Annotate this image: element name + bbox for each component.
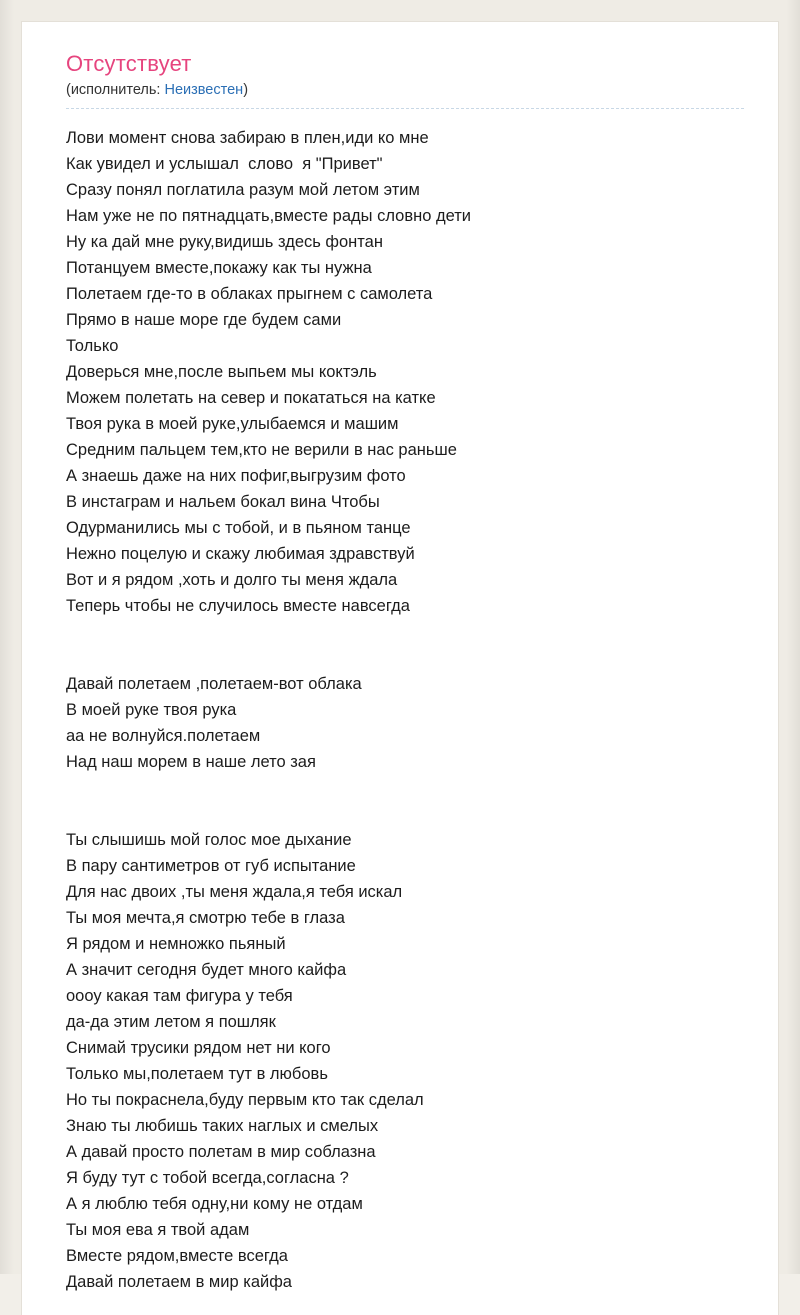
lyrics-line: Ну ка дай мне руку,видишь здесь фонтан	[66, 233, 383, 251]
lyrics-line: Доверься мне,после выпьем мы коктэль	[66, 363, 377, 381]
lyrics-line: Только мы,полетаем тут в любовь	[66, 1065, 328, 1083]
artist-byline	[66, 82, 744, 109]
lyrics-line: аа не волнуйся.полетаем	[66, 727, 261, 745]
lyrics-line: Сразу понял поглатила разум мой летом этим	[66, 181, 420, 199]
byline-suffix: )	[243, 82, 249, 98]
lyrics-sheet	[22, 22, 778, 1315]
lyrics-line: Лови момент снова забираю в плен,иди ко мне	[66, 129, 429, 147]
lyrics-line: Ты слышишь мой голос мое дыхание	[66, 831, 352, 849]
lyrics-line: Знаю ты любишь таких наглых и смелых	[66, 1117, 379, 1135]
lyrics-line: Теперь чтобы не случилось вместе навсегда	[66, 597, 410, 615]
lyrics-line: В пару сантиметров от губ испытание	[66, 857, 356, 875]
lyrics-line: Ты моя ева я твой адам	[66, 1221, 250, 1239]
lyrics-spacer	[66, 801, 744, 827]
lyrics-line: Твоя рука в моей руке,улыбаемся и машим	[66, 415, 399, 433]
lyrics-line: А давай просто полетам в мир соблазна	[66, 1143, 376, 1161]
lyrics-line: Вместе рядом,вместе всегда	[66, 1247, 288, 1265]
lyrics-line: Я буду тут с тобой всегда,согласна ?	[66, 1169, 349, 1187]
lyrics-line: да-да этим летом я пошляк	[66, 1013, 276, 1031]
lyrics-line: Прямо в наше море где будем сами	[66, 311, 342, 329]
lyrics-body	[66, 125, 744, 1295]
lyrics-line: Можем полетать на север и покататься на катке	[66, 389, 436, 407]
lyrics-line: Только	[66, 337, 119, 355]
lyrics-spacer	[66, 619, 744, 645]
byline-prefix: (исполнитель:	[66, 82, 165, 98]
lyrics-line: Я рядом и немножко пьяный	[66, 935, 286, 953]
lyrics-line: Но ты покраснела,буду первым кто так сделал	[66, 1091, 424, 1109]
lyrics-line: оооу какая там фигура у тебя	[66, 987, 293, 1005]
lyrics-line: Вот и я рядом ,хоть и долго ты меня ждала	[66, 571, 398, 589]
lyrics-line: Для нас двоих ,ты меня ждала,я тебя искал	[66, 883, 403, 901]
lyrics-line: Потанцуем вместе,покажу как ты нужна	[66, 259, 372, 277]
lyrics-line: Нежно поцелую и скажу любимая здравствуй	[66, 545, 415, 563]
lyrics-line: А знаешь даже на них пофиг,выгрузим фото	[66, 467, 406, 485]
lyrics-spacer	[66, 775, 744, 801]
page-title: Отсутствует	[66, 51, 192, 76]
lyrics-line: Как увидел и услышал слово я "Привет"	[66, 155, 383, 173]
lyrics-line: Ты моя мечта,я смотрю тебе в глаза	[66, 909, 345, 927]
lyrics-line: В моей руке твоя рука	[66, 701, 237, 719]
lyrics-line: Над наш морем в наше лето зая	[66, 753, 316, 771]
lyrics-line: В инстаграм и нальем бокал вина Чтобы	[66, 493, 380, 511]
lyrics-line: Средним пальцем тем,кто не верили в нас раньше	[66, 441, 457, 459]
artist-link[interactable]: Неизвестен	[164, 82, 244, 98]
lyrics-line: А значит сегодня будет много кайфа	[66, 961, 347, 979]
lyrics-line: Снимай трусики рядом нет ни кого	[66, 1039, 331, 1057]
lyrics-line: Давай полетаем в мир кайфа	[66, 1273, 292, 1291]
lyrics-spacer	[66, 645, 744, 671]
lyrics-line: Нам уже не по пятнадцать,вместе рады словно дети	[66, 207, 471, 225]
lyrics-line: Одурманились мы с тобой, и в пьяном танце	[66, 519, 411, 537]
lyrics-line: А я люблю тебя одну,ни кому не отдам	[66, 1195, 363, 1213]
lyrics-line: Полетаем где-то в облаках прыгнем с самолета	[66, 285, 433, 303]
lyrics-line: Давай полетаем ,полетаем-вот облака	[66, 675, 362, 693]
